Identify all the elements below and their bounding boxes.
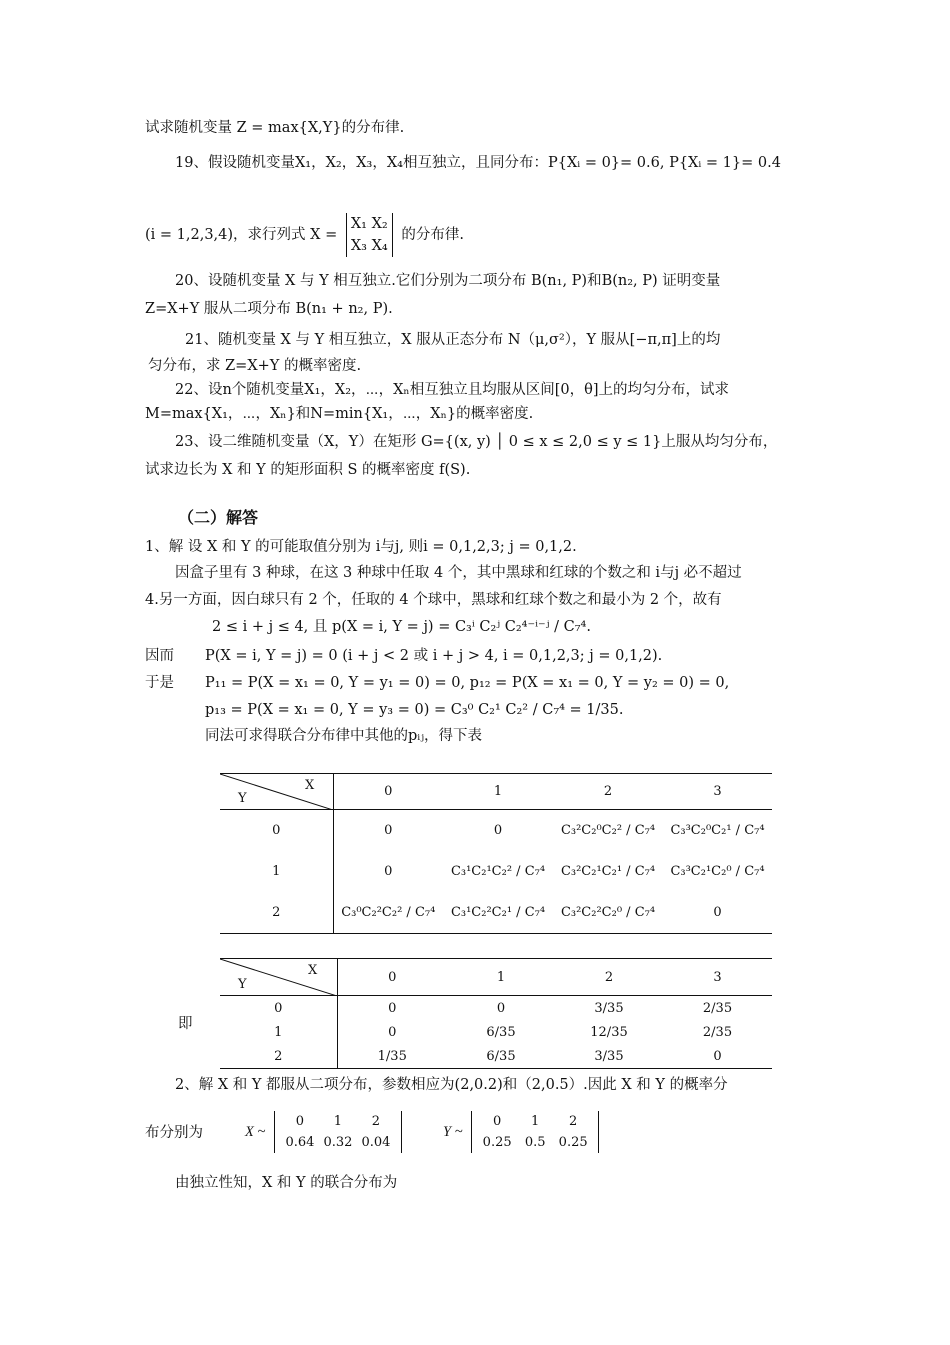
answer-1-line3: 4.另一方面，因白球只有 2 个，任取的 4 个球中，黑球和红球个数之和最小为 2 个，故有 [145, 592, 722, 608]
distribution-y-values-row [478, 1111, 592, 1132]
section-title: （二）解答 [178, 508, 259, 527]
table1-cell: C₃³C₂⁰C₂¹ / C₇⁴ [670, 823, 765, 839]
table2-row [220, 996, 772, 1021]
distribution-y-matrix [471, 1111, 599, 1153]
problem-18-tail: 试求随机变量 Z = max{X,Y}的分布律. [145, 120, 405, 136]
table1-row [220, 810, 772, 852]
dist-x-value: 2 [371, 1114, 381, 1129]
dist-x-prob: 0.04 [361, 1135, 391, 1150]
table2-cell: 6/35 [447, 1045, 555, 1069]
table2-corner [220, 959, 337, 996]
distribution-x-matrix [274, 1111, 402, 1153]
table2-cell: 1/35 [337, 1045, 447, 1069]
table1-row-header: 0 [220, 810, 333, 852]
determinant [346, 213, 393, 257]
problem-19-line1: 19、假设随机变量X₁，X₂，X₃，X₄相互独立，且同分布：P{Xᵢ = 0}= 0.6, P{Xᵢ = 1}= 0.4 [175, 155, 781, 171]
table1-cell: 0 [384, 864, 393, 879]
table2-cell: 3/35 [594, 1000, 624, 1016]
table2-cell: 12/35 [590, 1025, 628, 1040]
label-ji: 即 [178, 1016, 193, 1032]
table2-cell: 3/35 [555, 1045, 663, 1069]
distribution-y-name: Y ~ [443, 1124, 463, 1140]
table1-diagonal [220, 774, 333, 810]
distribution-x-probs-row [281, 1132, 395, 1153]
table2-cell: 0 [496, 1000, 506, 1016]
table1-row [220, 852, 772, 892]
problem-23-line1: 23、设二维随机变量（X，Y）在矩形 G={(x, y) │ 0 ≤ x ≤ 2,0 ≤ y ≤ 1}上服从均匀分布， [175, 434, 778, 450]
table2-cell: 0 [388, 1000, 397, 1016]
table1-row [220, 892, 772, 934]
dist-y-prob: 0.25 [558, 1135, 588, 1150]
answer-1-line2: 因盒子里有 3 种球，在这 3 种球中任取 4 个，其中黑球和红球的个数之和 i与j 必不超过 [175, 565, 742, 581]
answer-2-line3: 由独立性知，X 和 Y 的联合分布为 [175, 1175, 398, 1191]
table2-row-header: 2 [220, 1045, 337, 1069]
joint-table-formulas [220, 773, 772, 934]
table1-cell: C₃²C₂²C₂⁰ / C₇⁴ [553, 892, 663, 934]
distribution-x [245, 1111, 402, 1153]
table2-col-header: 1 [447, 959, 555, 996]
table1-cell: C₃⁰C₂²C₂² / C₇⁴ [333, 892, 443, 934]
problem-19-line2 [145, 213, 464, 257]
dist-y-value: 0 [493, 1114, 502, 1129]
table1-cell: C₃¹C₂¹C₂² / C₇⁴ [450, 864, 546, 879]
dist-x-value: 0 [295, 1114, 305, 1129]
table1-col-header: 0 [333, 774, 443, 810]
distribution-y [443, 1111, 599, 1153]
table2-row-header: 1 [220, 1021, 337, 1045]
distribution-x-values-row [281, 1111, 395, 1132]
distribution-y-probs-row [478, 1132, 592, 1153]
answer-1-line4: 2 ≤ i + j ≤ 4, 且 p(X = i, Y = j) = C₃ⁱ C₂ʲ C₂⁴⁻ⁱ⁻ʲ / C₇⁴. [212, 619, 591, 635]
table2-col-header: 3 [663, 959, 772, 996]
dist-x-prob: 0.32 [323, 1135, 353, 1150]
joint-table-values [220, 958, 772, 1069]
answer-1-line6: P₁₁ = P(X = x₁ = 0, Y = y₁ = 0) = 0, p₁₂ = P(X = x₁ = 0, Y = y₂ = 0) = 0, [205, 675, 730, 691]
table1-corner [220, 774, 333, 810]
table2-corner-y: Y [238, 977, 247, 992]
distribution-x-name: X ~ [245, 1124, 266, 1140]
dist-x-value: 1 [333, 1114, 343, 1129]
table1-row-header: 2 [220, 892, 333, 934]
problem-22-line2: M=max{X₁，⋯，Xₙ}和N=min{X₁，⋯，Xₙ}的概率密度. [145, 406, 534, 422]
dist-y-prob: 0.25 [482, 1135, 512, 1150]
answer-1-line5: P(X = i, Y = j) = 0 (i + j < 2 或 i + j > 4, i = 0,1,2,3; j = 0,1,2). [205, 648, 663, 664]
problem-21-line2: 匀分布，求 Z=X+Y 的概率密度. [148, 358, 362, 374]
dist-x-prob: 0.64 [285, 1135, 315, 1150]
table1-cell: C₃²C₂⁰C₂² / C₇⁴ [560, 823, 656, 839]
problem-22-line1: 22、设n个随机变量X₁，X₂，⋯，Xₙ相互独立且均服从区间[0，θ]上的均匀分布，试求 [175, 382, 729, 398]
table2-corner-x: X [308, 963, 318, 978]
table2-col-header: 0 [337, 959, 447, 996]
dist-y-prob: 0.5 [524, 1135, 546, 1150]
determinant-row2: X₃ X₄ [350, 238, 388, 254]
table2-row [220, 1021, 772, 1045]
table1-cell: C₃²C₂¹C₂¹ / C₇⁴ [560, 864, 656, 879]
problem-19-text-b: 的分布律. [401, 227, 464, 243]
table1-corner-y: Y [238, 791, 247, 806]
dist-y-value: 2 [569, 1114, 578, 1129]
table2-cell: 0 [388, 1025, 397, 1040]
table1-cell: C₃³C₂¹C₂⁰ / C₇⁴ [670, 864, 765, 879]
problem-21-line1: 21、随机变量 X 与 Y 相互独立，X 服从正态分布 N（μ,σ²），Y 服从[−π,π]上的均 [185, 332, 721, 348]
label-yinner: 因而 [145, 648, 174, 664]
table1-col-header: 1 [443, 774, 553, 810]
answer-1-line8: 同法可求得联合分布律中其他的pᵢⱼ，得下表 [205, 728, 483, 744]
answer-2-line1: 2、解 X 和 Y 都服从二项分布，参数相应为(2,0.2)和（2,0.5）.因此 X 和 Y 的概率分 [175, 1077, 728, 1093]
label-yushi: 于是 [145, 675, 174, 691]
table1-cell: 0 [384, 823, 393, 839]
answer-2-label: 布分别为 [145, 1125, 203, 1141]
table2-row [220, 1045, 772, 1069]
table1-row-header: 1 [220, 852, 333, 892]
table1-col-header: 3 [663, 774, 772, 810]
problem-20-line2: Z=X+Y 服从二项分布 B(n₁ + n₂, P). [145, 301, 393, 317]
table1-cell: 0 [493, 823, 503, 839]
problem-19-text-a: (i = 1,2,3,4)，求行列式 X = [145, 227, 338, 243]
table1-cell: C₃¹C₂²C₂¹ / C₇⁴ [443, 892, 553, 934]
table1-cell: 0 [663, 892, 772, 934]
problem-23-line2: 试求边长为 X 和 Y 的矩形面积 S 的概率密度 f(S). [145, 462, 471, 478]
table1-col-header: 2 [553, 774, 663, 810]
table1-corner-x: X [305, 778, 315, 793]
table2-cell: 6/35 [486, 1025, 516, 1040]
determinant-row1: X₁ X₂ [350, 216, 388, 232]
dist-y-value: 1 [531, 1114, 540, 1129]
problem-20-line1: 20、设随机变量 X 与 Y 相互独立.它们分别为二项分布 B(n₁, P)和B(n₂, P) 证明变量 [175, 273, 721, 289]
table2-col-header: 2 [555, 959, 663, 996]
table2-cell: 2/35 [702, 1025, 733, 1040]
table2-cell: 0 [663, 1045, 772, 1069]
answer-1-line1: 1、解 设 X 和 Y 的可能取值分别为 i与j, 则i = 0,1,2,3; j = 0,1,2. [145, 539, 577, 555]
table2-cell: 2/35 [702, 1000, 733, 1016]
table2-row-header: 0 [220, 996, 337, 1021]
answer-1-line7: p₁₃ = P(X = x₁ = 0, Y = y₃ = 0) = C₃⁰ C₂¹ C₂² / C₇⁴ = 1/35. [205, 702, 624, 718]
